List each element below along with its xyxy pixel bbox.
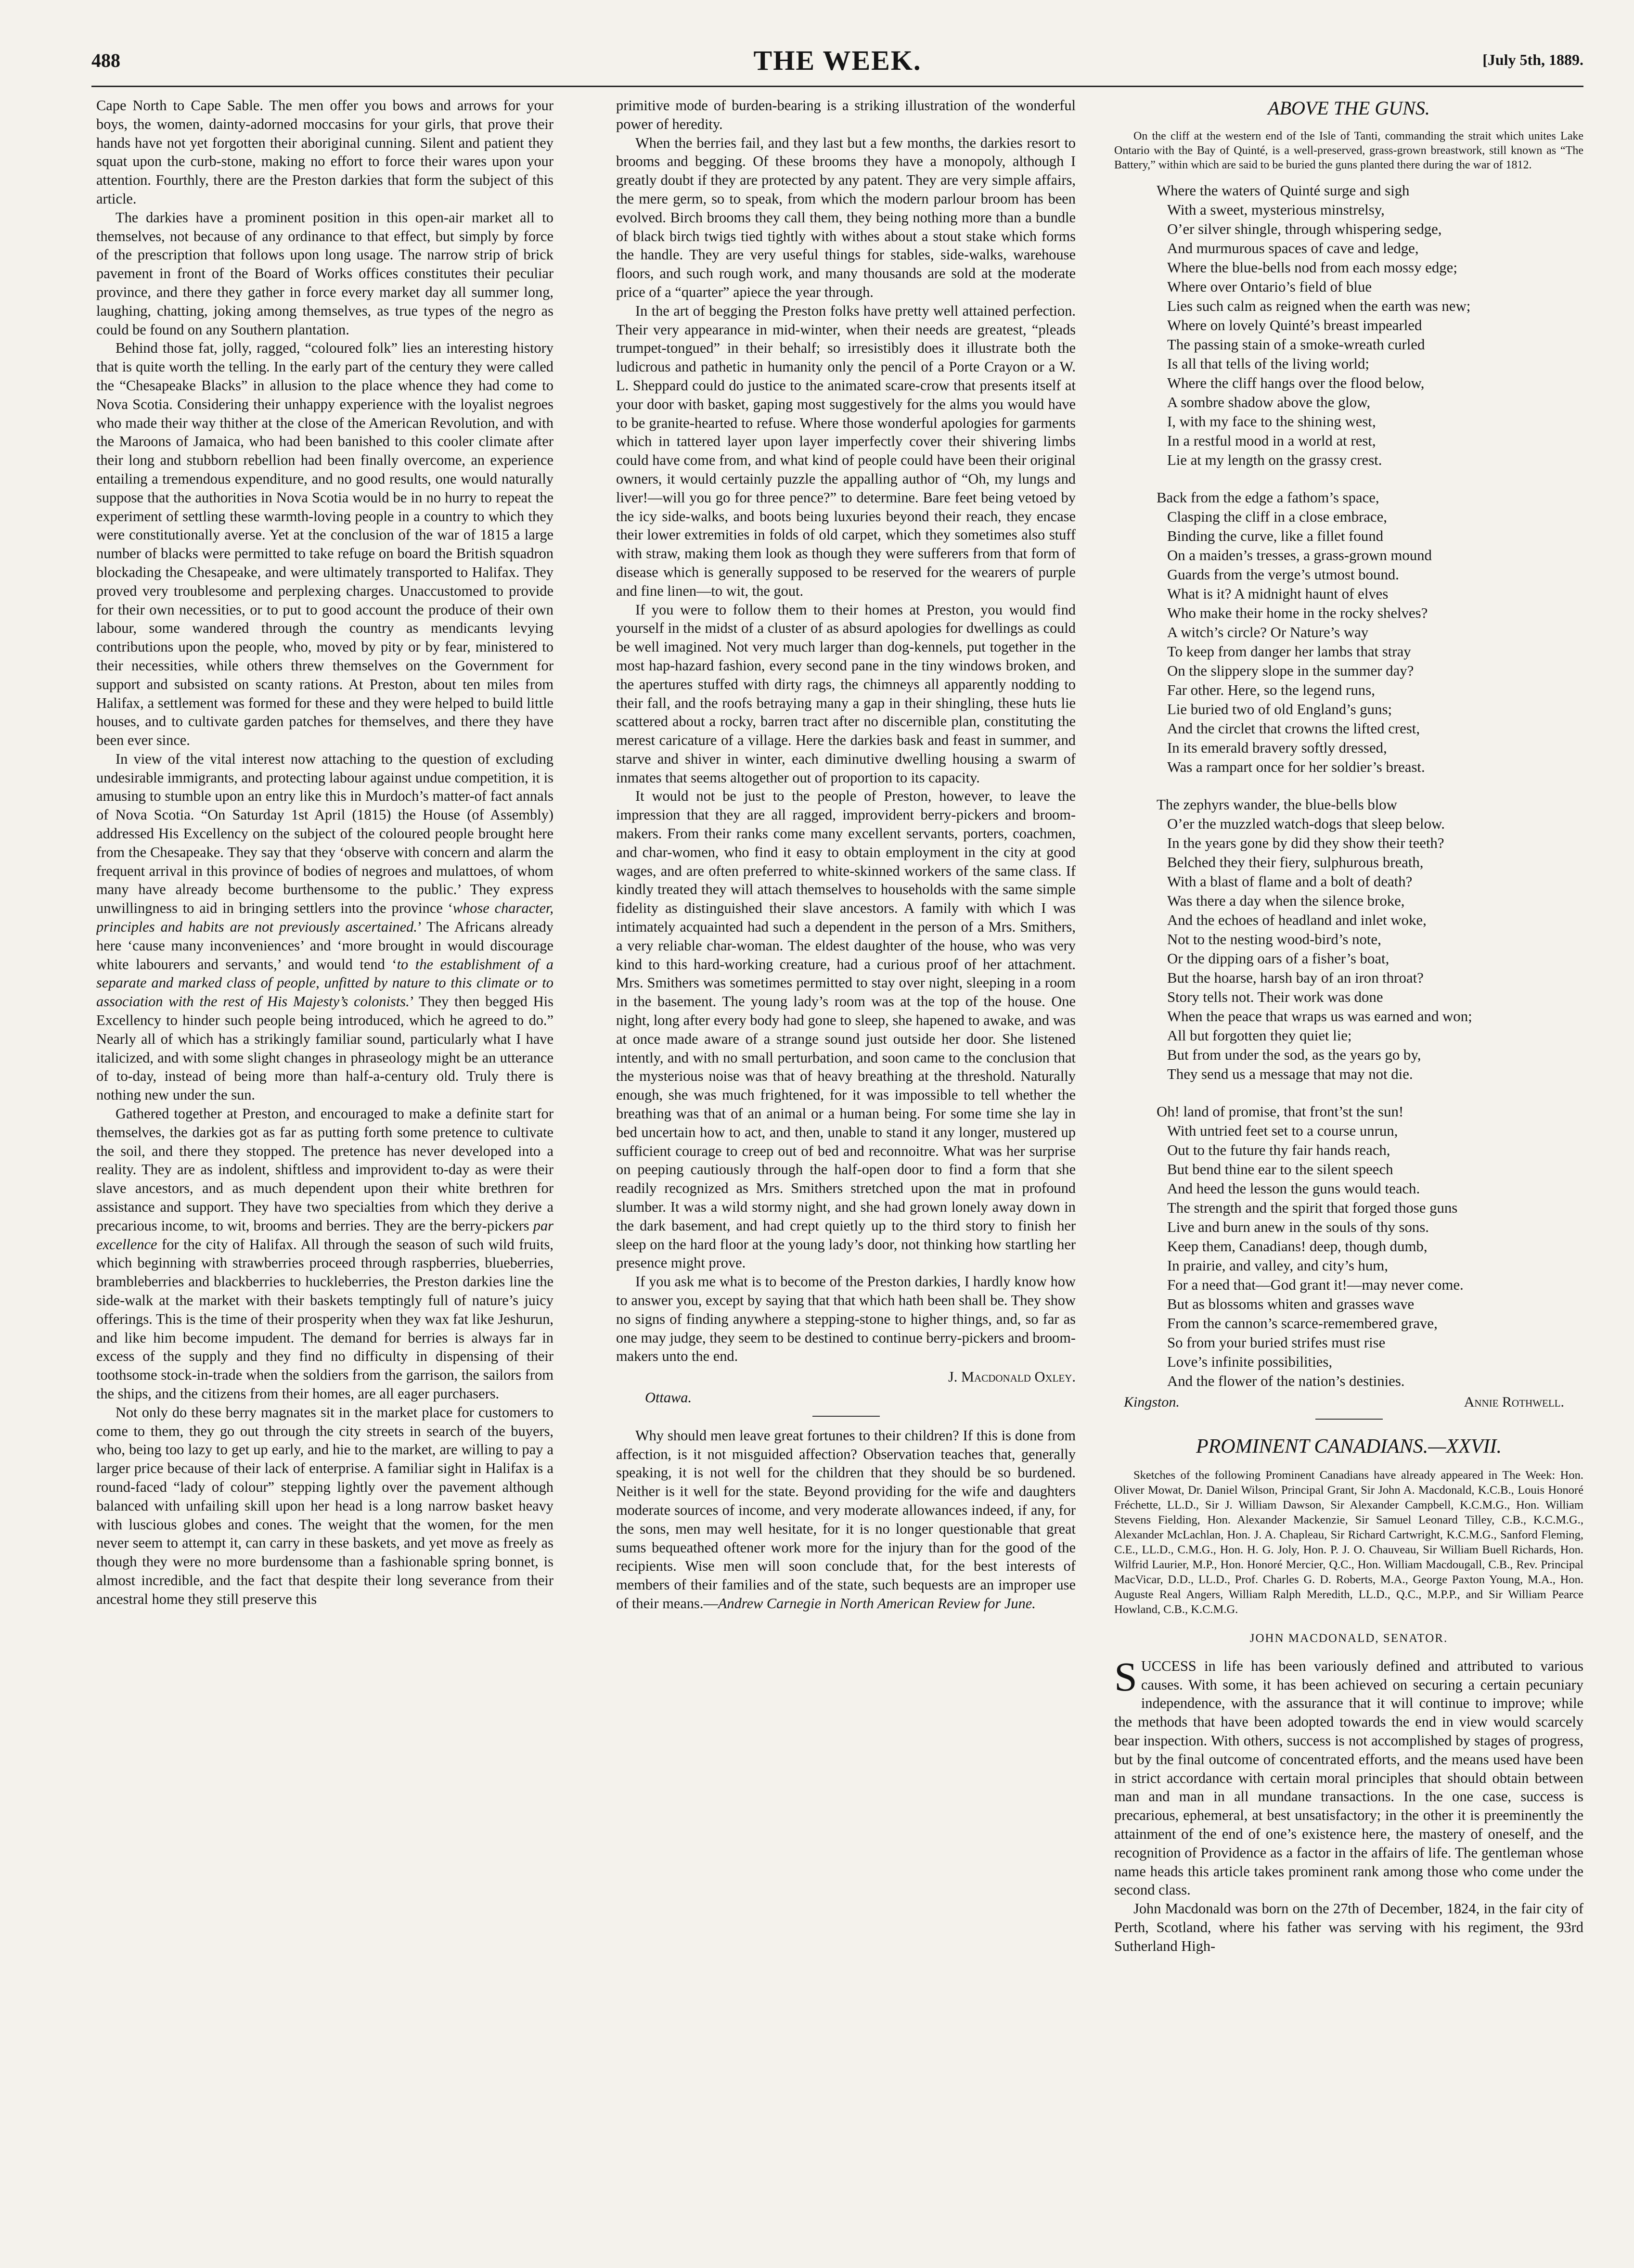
poem-stanza [1114,1102,1583,1391]
italic-run: whose character, principles and habits are not previously ascertained. [96,900,553,935]
paragraph: Cape North to Cape Sable. The men offer you bows and arrows for your boys, the women, dainty-adorned moccasins for your girls, that prove their hands have not yet forgotten their aboriginal cunning. Silent and patient they squat upon the curb-stone, making no effort to force their wares upon your attention. Fourthly, there are the Preston darkies that form the subject of this article. [96,97,553,207]
poem-line: Where the cliff hangs over the flood below, [1167,375,1425,391]
poem-line: Lies such calm as reigned when the earth was new; [1167,298,1471,314]
poem-line: Guards from the verge’s utmost bound. [1167,566,1399,583]
text-run: for the city of Halifax. All through the season of such wild fruits, which beginning with strawberries proceed through raspberries, blueberries, brambleberries and blackberries to huckleberries, the Preston darkies line the side-walk at the market with their baskets temptingly full of nature’s juicy offerings. This is the time of their prosperity when they wax fat like Jeshurun, and like him become impudent. The demand for berries is always far in excess of the supply and they find no difficulty in dispensing of their toothsome stock-in-trade when the soldiers from the garrison, the sailors from the ships, and the citizens from their homes, are all eager purchasers. [96,1236,553,1402]
paragraph: When the berries fail, and they last but a few months, the darkies resort to brooms and begging. Of these brooms they have a monopoly, although I greatly doubt if they are protected by any patent. They are very simple affairs, the mere germ, so to speak, from which the modern parlour broom has been evolved. Birch brooms they call them, they being nothing more than a bundle of black birch twigs tied tightly with withes about a stout stake which forms the handle. They are very useful things for stables, side-walks, warehouse floors, and such rough work, and many thousands are sold at the moderate price of a “quarter” apiece the year through. [616,134,1076,300]
poem-line: Was there a day when the silence broke, [1167,893,1405,909]
issue-date: [July 5th, 1889. [1482,51,1583,68]
poem-line: Is all that tells of the living world; [1167,356,1369,372]
paragraph [1114,1653,1583,1899]
text-run: UCCESS in life has been variously defined and attributed to various causes. With some, it has been achieved on securing a certain pecuniary independence, with the assurance that it will continue to improve; while the methods that have been adopted towards the end in view would scarcely bear inspection. With others, success is not accomplished by stages of progress, but by the final outcome of concentrated efforts, and the means used have been in strict accordance with certain moral principles that should obtain between man and man in all mundane transactions. In the one case, success is precarious, ephemeral, at best unsatisfactory; in the other it is preeminently the attainment of the end of one’s existence here, the mastery of oneself, and the recognition of Providence as a factor in the affairs of life. The gentleman whose name heads this article takes prominent rank among those who come under the second class. [1114,1657,1583,1898]
header-rule [91,86,1583,87]
poem-headnote: On the cliff at the western end of the Isle of Tanti, commanding the strait which unites Lake Ontario with the Bay of Quinté, is a well-preserved, grass-grown breastwork, still known as “The Battery,” within which are said to be buried the guns planted there during the war of 1812. [1114,130,1583,171]
paragraph: The darkies have a prominent position in this open-air market all to themselves, not because of any ordinance to that effect, but simply by force of the prescription that follows upon long usage. The narrow strip of brick pavement in front of the Board of Works offices constitutes their peculiar province, and there they gather in force every market day all summer long, laughing, chatting, joking among themselves, as true types of the negro as could be found on any Southern plantation. [96,209,553,338]
poem-line: When the peace that wraps us was earned and won; [1167,1008,1472,1025]
italic-run: par excellence [96,1217,553,1253]
italic-run: Andrew Carnegie in North American Review for June. [718,1595,1036,1612]
poem-line: What is it? A midnight haunt of elves [1167,586,1389,602]
poem-line: Or the dipping oars of a fisher’s boat, [1167,950,1390,967]
poem-line: O’er the muzzled watch-dogs that sleep below. [1167,816,1445,832]
poem-line: The zephyrs wander, the blue-bells blow [1157,796,1397,813]
poem-stanza [1114,488,1583,777]
paragraph: In the art of begging the Preston folks have pretty well attained perfection. Their very appearance in mid-winter, when their needs are greatest, “pleads trumpet-tongued” in their behalf; so irresistibly does it illustrate both the ludicrous and pathetic in humanity only the pencil of a Porte Crayon or a W. L. Sheppard could do justice to the animated scare-crow that presents itself at your door with basket, gaping most suggestively for the alms you would have to be granite-hearted to refuse. Where those wonderful apologies for garments which in tattered layer upon layer imperfectly cover their shivering limbs could have come from, and what kind of people could have been their original owners, it would certainly puzzle the appalling author of “Oh, my lungs and liver!—will you go for three pence?” to determine. Bare feet being vetoed by the icy side-walks, and boots being luxuries beyond their reach, they encase their lower extremities in folds of old carpet, which they sometimes also stuff with straw, making them look as though they were sufferers from that form of disease which is generally supposed to be reserved for the wearers of purple and fine linen—to wit, the gout. [616,302,1076,599]
column-1 [96,96,553,2252]
italic-run: to the establishment of a separate and marked class of people, unfitted by nature to this climate or to association with the rest of His Majesty’s colonists. [96,956,553,1010]
paragraph: If you were to follow them to their homes at Preston, you would find yourself in the midst of a cluster of as absurd apologies for dwellings as could be well imagined. Not very much larger than dog-kennels, put together in the most hap-hazard fashion, every second pane in the tiny windows broken, and the apertures stuffed with dirty rags, the chimneys all apparently nodding to their fall, and the roofs betraying many a gap in their shingling, these huts lie scattered about a rocky, barren tract after no discernible plan, constituting the merest caricature of a village. Here the darkies bask and feast in summer, and starve and shiver in winter, each diminutive dwelling housing a swarm of inmates that seems altogether out of proportion to its capacity. [616,601,1076,786]
poem-line: And the circlet that crowns the lifted crest, [1167,720,1420,737]
poem-line: Where on lovely Quinté’s breast impearled [1167,317,1422,333]
text-run: ’ The Africans already here ‘cause many inconveniences’ and ‘more brought in would discourage white labourers and servants,’ and would tend ‘ [96,919,553,973]
page-number: 488 [91,50,120,71]
poem-line: And the flower of the nation’s destinies. [1167,1373,1405,1389]
paragraph [96,750,553,1104]
poem-line: But as blossoms whiten and grasses wave [1167,1296,1415,1312]
poem-line: Love’s infinite possibilities, [1167,1354,1333,1370]
drop-cap: S [1114,1653,1137,1700]
poem-line: In prairie, and valley, and city’s hum, [1167,1257,1388,1274]
section-divider [1315,1419,1383,1420]
poem-place: Kingston. [1124,1394,1180,1410]
poem-line: And murmurous spaces of cave and ledge, [1167,240,1419,256]
poem-author: Annie Rothwell. [1464,1394,1564,1410]
poem-line: A sombre shadow above the glow, [1167,394,1371,410]
poem-line: Where over Ontario’s field of blue [1167,279,1372,295]
column-2 [616,96,1076,2252]
poem-line: Not to the nesting wood-bird’s note, [1167,931,1381,948]
poem-stanza [1114,181,1583,470]
paragraph: John Macdonald was born on the 27th of December, 1824, in the fair city of Perth, Scotland, where his father was serving with his regiment, the 93rd Sutherland High- [1114,1900,1583,1954]
poem-line: Where the blue-bells nod from each mossy edge; [1167,259,1457,276]
paragraph: If you ask me what is to become of the Preston darkies, I hardly know how to answer you, except by saying that that which hath been shall be. They show no signs of finding anywhere a stepping-stone to higher things, and, so far as one may judge, they seem to be destined to continue berry-pickers and broom-makers unto the end. [616,1273,1076,1365]
section-title: PROMINENT CANADIANS.—XXVII. [1196,1435,1502,1458]
poem-line: Clasping the cliff in a close embrace, [1167,509,1387,525]
poem-line: For a need that—God grant it!—may never come. [1167,1277,1464,1293]
poem-line: With a blast of flame and a bolt of death? [1167,873,1413,890]
masthead-title: THE WEEK. [753,45,922,76]
poem-line: In its emerald bravery softly dressed, [1167,740,1387,756]
poem-line: But bend thine ear to the silent speech [1167,1161,1393,1178]
text-run: Why should men leave great fortunes to their children? If this is done from affection, is it not misguided affection? Observation teaches that, generally speaking, it is not well for the children that they should be so burdened. Neither is it well for the state. Beyond providing for the wife and daughters moderate sources of income, and very moderate allowances indeed, if any, for the sons, men may well hesitate, for it is no longer questionable that great sums bequeathed oftener work more for the injury than for the good of the recipients. Wise men will soon conclude that, for the best interests of members of their families and of the state, such bequests are an improper use of their means.— [616,1427,1076,1612]
poem-line: On the slippery slope in the summer day? [1167,663,1414,679]
column-3 [1114,96,1583,2252]
poem-signature [1114,1393,1583,1412]
poem-line: But the hoarse, harsh bay of an iron throat? [1167,970,1424,986]
poem-line: Back from the edge a fathom’s space, [1157,489,1379,506]
poem-line: Where the waters of Quinté surge and sigh [1157,182,1410,199]
article-place: Ottawa. [645,1389,692,1406]
poem-line: Far other. Here, so the legend runs, [1167,682,1375,698]
paragraph [96,1104,553,1403]
poem-line: Who make their home in the rocky shelves? [1167,605,1428,621]
poem-line: And heed the lesson the guns would teach. [1167,1180,1420,1197]
poem-stanza [1114,795,1583,1084]
poem-line: In the years gone by did they show their teeth? [1167,835,1444,851]
poem-line: On a maiden’s tresses, a grass-grown mound [1167,547,1432,564]
poem-line: Belched they their fiery, sulphurous breath, [1167,854,1424,871]
poem-line: From the cannon’s scarce-remembered grave, [1167,1315,1438,1332]
paragraph: It would not be just to the people of Preston, however, to leave the impression that they are all ragged, improvident berry-pickers and broom-makers. From their ranks come many excellent servants, porters, coachmen, and char-women, who find it easy to obtain employment in the city at good wages, and are often preferred to white-skinned workers of the same class. If kindly treated they will attach themselves to households with the same simple fidelity as distinguished their slave ancestors. A family with which I was intimately acquainted had such a dependent in the person of a Mrs. Smithers, a very reliable char-woman. The eldest daughter of the house, who was very kind to this hard-working creature, had a curious proof of her attachment. Mrs. Smithers was sometimes permitted to stay over night, sleeping in a room in the basement. The young lady’s room was at the top of the house. One night, long after every body had gone to sleep, she hapened to awake, and was at once made aware of a strange sound just outside her door. She listened intently, and with no small perturbation, and soon came to the conclusion that the mysterious noise was that of heavy breathing at the threshold. Naturally enough, she was much frightened, for it was impossible to tell whether the breathing was that of an animal or a human being. For some time she lay in bed uncertain how to act, and then, unable to stand it any longer, mustered up sufficient courage to creep out of bed and reconnoitre. What was her surprise on peeping cautiously through the half-open door to find a form that she readily recognized as Mrs. Smithers stretched upon the mat in profound slumber. It was a wild stormy night, and she had grown lonely away down in the dark basement, and had crept quietly up to the third story to finish her sleep on the hard floor at the young lady’s door, not thinking how startling her presence might prove. [616,788,1076,1271]
poem-line: All but forgotten they quiet lie; [1167,1027,1352,1044]
paragraph: Behind those fat, jolly, ragged, “coloured folk” lies an interesting history that is quite worth the telling. In the early part of the century they were called the “Chesapeake Blacks” in allusion to the place whence they had come to Nova Scotia. Considering their unhappy experience with the loyalist negroes who made their way thither at the close of the American Revolution, and with the Maroons of Jamaica, who had been banished to this cooler climate after their long and stubborn rebellion had been finally overcome, an experience entailing a tremendous expenditure, and no good results, one would naturally suppose that the authorities in Nova Scotia would be in no hurry to repeat the experiment of settling these warmth-loving people in a country to which they were constitutionally averse. Yet at the conclusion of the war of 1815 a large number of blacks were permitted to take refuge on board the British squadron blockading the Chesapeake, and were ultimately transported to Halifax. They proved very troublesome and perplexing charges. Unaccustomed to provide for their own necessities, or to put to good account the produce of their own labour, some wandered through the country as mendicants levying contributions upon the people, who, moved by pity or by fear, ministered to their necessities, while others threw themselves on the Government for support and subsisted on scanty rations. At Preston, about ten miles from Halifax, a settlement was formed for these and they were helped to build little houses, and to cultivate garden patches for themselves, and there they have been ever since. [96,340,553,749]
poem-line: Was a rampart once for her soldier’s breast. [1167,759,1425,775]
poem-line: With a sweet, mysterious minstrelsy, [1167,202,1385,218]
poem-line: The strength and the spirit that forged those guns [1167,1200,1458,1216]
poem-line: Live and burn anew in the souls of thy sons. [1167,1219,1429,1235]
section-divider [812,1416,880,1417]
poem-line: Binding the curve, like a fillet found [1167,528,1384,544]
poem-line: I, with my face to the shining west, [1167,413,1376,430]
poem-line: Lie at my length on the grassy crest. [1167,452,1382,468]
text-run: ’ They then begged His Excellency to hinder such people being introduced, which he agreed to do.” Nearly all of which has a strikingly familiar sound, particularly what I have italicized, and with some slight changes in phraseology might be an utterance of to-day, instead of being more than half-a-century old. Truly there is nothing new under the sun. [96,993,553,1103]
poem-line: In a restful mood in a world at rest, [1167,433,1376,449]
poem-line: But from under the sod, as the years go by, [1167,1047,1421,1063]
article-subhead: JOHN MACDONALD, SENATOR. [1249,1632,1448,1645]
poem-line: The passing stain of a smoke-wreath curled [1167,336,1425,353]
paragraph: primitive mode of burden-bearing is a striking illustration of the wonderful power of heredity. [616,97,1076,132]
poem-line: Story tells not. Their work was done [1167,989,1383,1005]
poem-line: They send us a message that may not die. [1167,1066,1413,1082]
text-run: Gathered together at Preston, and encouraged to make a definite start for themselves, the darkies got as far as putting forth some pretence to cultivate the soil, and there they stopped. The pretence has never developed into a reality. They are as indolent, shiftless and improvident to-day as were their slave ancestors, and as much dependent upon their white brethren for assistance and support. They have two specialties from which they derive a precarious income, to wit, brooms and berries. They are the berry-pickers [96,1105,553,1234]
poem-line: So from your buried strifes must rise [1167,1334,1386,1351]
page-header [91,44,1583,88]
poem-line: To keep from danger her lambs that stray [1167,643,1411,660]
poem-line: With untried feet set to a course unrun, [1167,1123,1398,1139]
paragraph [616,1426,1076,1613]
paragraph: Not only do these berry magnates sit in the market place for customers to come to them, they go out through the city streets in search of the buyers, who, being too lazy to get up early, and hie to the market, are willing to pay a larger price because of their lack of enterprise. A familiar sight in Halifax is a round-faced “lady of colour” stepping lightly over the pavement although balanced with unfailing skill upon her head is a long narrow basket heavy with luscious globes and cones. The weight that the women, for the men never seem to attempt it, can carry in these baskets, and yet move as freely as though they were no more burdensome than a fashionable spring bonnet, is almost incredible, and the fact that despite their long severance from their ancestral home they still preserve this [96,1404,553,1607]
series-note: Sketches of the following Prominent Canadians have already appeared in The Week: Hon. Oliver Mowat, Dr. Daniel Wilson, Principal Grant, Sir John A. Macdonald, K.C.B., Louis Honoré Fréchette, LL.D., Sir J. William Dawson, Sir Alexander Campbell, K.C.M.G., Hon. William Stevens Fielding, Hon. Alexander Mackenzie, Sir Samuel Leonard Tilley, C.B., K.C.M.G., Alexander McLachlan, Hon. J. A. Chapleau, Sir Richard Cartwright, K.C.M.G., Sanford Fleming, C.E., LL.D., C.M.G., Hon. H. G. Joly, Hon. P. J. O. Chauveau, Sir William Buell Richards, Hon. Wilfrid Laurier, M.P., Hon. Honoré Mercier, Q.C., Hon. William Macdougall, C.B., Rev. Principal MacVicar, D.D., LL.D., Prof. Charles G. D. Roberts, M.A., George Paxton Young, M.A., Hon. Auguste Real Angers, William Ralph Meredith, LL.D., Q.C., M.P.P., and Sir William Pearce Howland, C.B., K.C.M.G. [1114,1469,1583,1616]
poem-title: ABOVE THE GUNS. [1268,97,1430,119]
poem-line: O’er silver shingle, through whispering sedge, [1167,221,1442,237]
text-run: In view of the vital interest now attaching to the question of excluding undesirable immigrants, and protecting labour against undue competition, it is amusing to stumble upon an entry like this in Murdoch’s matter-of fact annals of Nova Scotia. “On Saturday 1st April (1815) the House (of Assembly) addressed His Excellency on the subject of the coloured people brought here from the Chesapeake. They say that they ‘observe with concern and alarm the frequent arrival in this province of bodies of negroes and mulattoes, of whom many have already become burthensome to the public.’ They express unwillingness to aid in bringing settlers into the province ‘ [96,750,553,917]
article-author: J. Macdonald Oxley. [948,1369,1076,1385]
poem-line: Lie buried two of old England’s guns; [1167,701,1392,718]
poem-line: And the echoes of headland and inlet woke, [1167,912,1427,928]
poem-line: Keep them, Canadians! deep, though dumb, [1167,1238,1428,1255]
poem-line: Out to the future thy fair hands reach, [1167,1142,1390,1158]
poem-line: Oh! land of promise, that front’st the sun! [1157,1103,1404,1120]
poem-line: A witch’s circle? Or Nature’s way [1167,624,1369,641]
